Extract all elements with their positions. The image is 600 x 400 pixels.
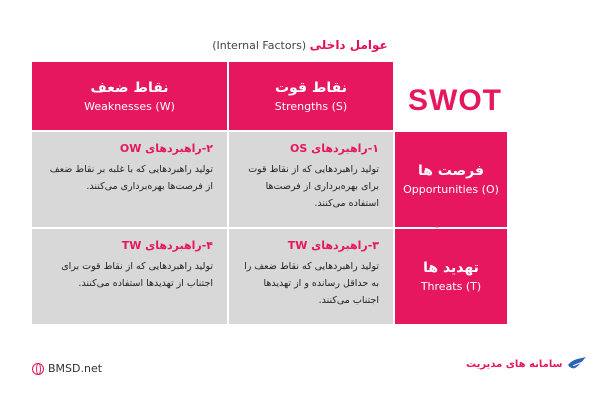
strengths-fa: نقاط قوت [274, 79, 348, 96]
swot-title: SWOT [408, 84, 502, 117]
so-strategy-cell [229, 132, 393, 227]
opportunities-fa: فرصت ها [417, 163, 485, 179]
strengths-header [229, 62, 393, 130]
st-strategy-title: ۳-راهبردهای TW [287, 239, 379, 252]
internal-factors-fa: عوامل داخلی [309, 38, 388, 52]
brand-logo [466, 356, 587, 372]
weaknesses-header [32, 62, 227, 130]
st-strategy-cell [229, 229, 393, 324]
internal-factors-en: (Internal Factors) [212, 39, 307, 52]
threats-header [395, 229, 507, 324]
opportunities-en: Opportunities (O) [403, 183, 499, 196]
website-text: BMSD.net [48, 362, 103, 375]
website-credit [32, 362, 102, 375]
brand-logo-text: سامانه های مدیریت [466, 358, 563, 370]
threats-fa: تهدید ها [423, 260, 479, 276]
wo-strategy-body: تولید راهبردهایی که با غلبه بر نقاط ضعف از فرصت‌ها بهره‌برداری می‌کنند. [49, 164, 213, 192]
weaknesses-en: (W) Weaknesses [84, 99, 175, 113]
opportunities-header [395, 132, 507, 227]
weaknesses-fa: نقاط ضعف [90, 79, 169, 96]
internal-factors-label [0, 38, 600, 52]
st-strategy-body: تولید راهبردهایی که نقاط ضعف را به حداقل رسانده و از تهدیدها اجتناب می‌کنند. [244, 261, 379, 306]
strengths-en: Strengths (S) [274, 99, 348, 113]
so-strategy-body: تولید راهبردهایی که از نقاط قوت برای بهره‌برداری از فرصت‌ها استفاده می‌کنند. [248, 164, 379, 209]
wt-strategy-cell [32, 229, 227, 324]
wt-strategy-title: ۴-راهبردهای TW [121, 239, 213, 252]
wo-strategy-title: ۲-راهبردهای OW [119, 142, 213, 155]
globe-icon [32, 363, 44, 375]
threats-en: Threats (T) [420, 280, 482, 293]
wo-strategy-cell [32, 132, 227, 227]
so-strategy-title: ۱-راهبردهای OS [290, 142, 379, 155]
wt-strategy-body: تولید راهبردهایی که از نقاط قوت برای اجتناب از تهدیدها استفاده می‌کنند. [61, 261, 213, 289]
bird-logo-icon [567, 356, 587, 372]
